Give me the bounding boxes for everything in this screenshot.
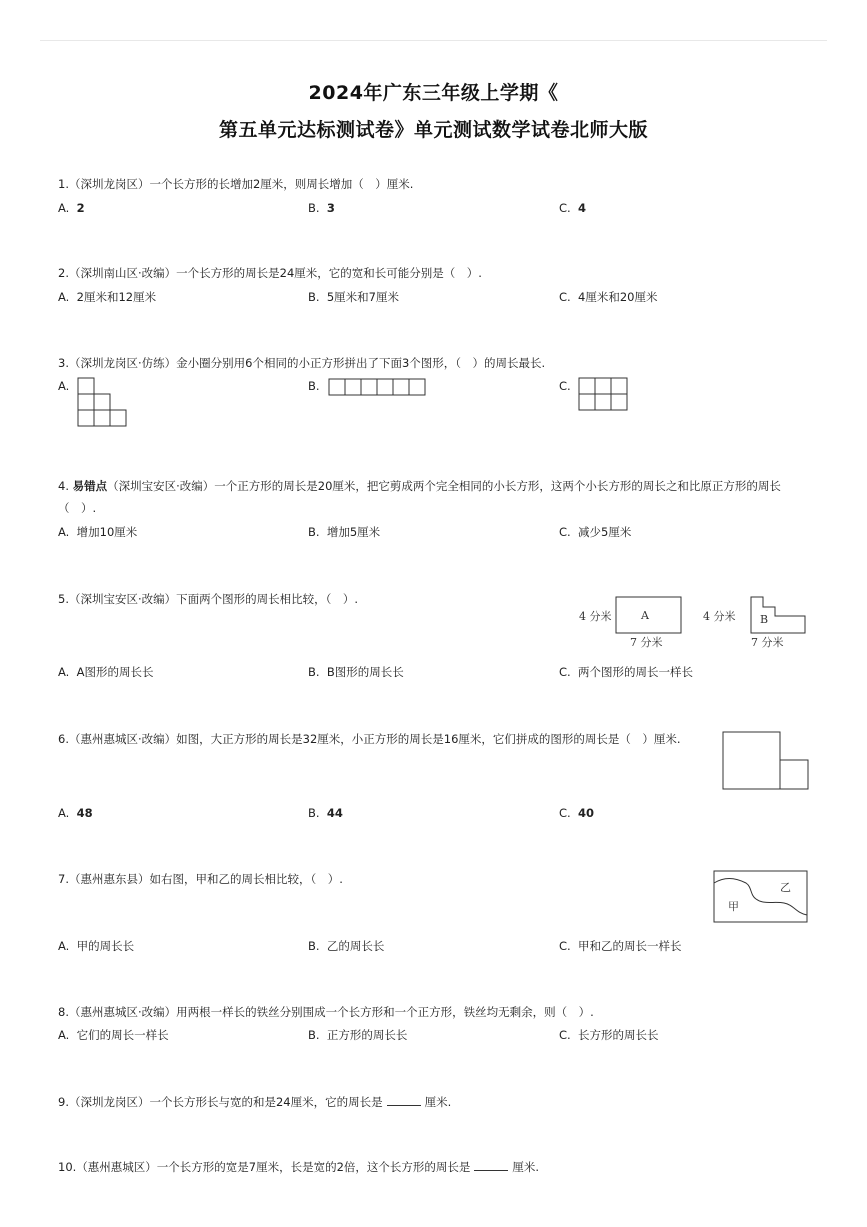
option-key: C.	[559, 201, 571, 215]
large-square	[723, 732, 780, 789]
question-3-figure-b	[328, 378, 426, 397]
question-1-option-b[interactable]	[308, 200, 335, 216]
question-8-stem: 8.（惠州惠城区·改编）用两根一样长的铁丝分别围成一个长方形和一个正方形，铁丝均无剩余，则（ ）.	[58, 1005, 594, 1019]
option-text: 正方形的周长长	[326, 1028, 408, 1042]
question-10-stem	[58, 1159, 539, 1175]
figure-a-width-label: 7 分米	[630, 636, 663, 649]
question-2-option-c[interactable]	[559, 289, 657, 305]
page-title-line-2: 第五单元达标测试卷》单元测试数学试卷北师大版	[218, 119, 648, 141]
error-prone-tag: 易错点	[72, 479, 108, 493]
question-1-option-c[interactable]	[559, 200, 586, 216]
option-text: 4	[578, 201, 587, 215]
option-key: A.	[58, 665, 70, 679]
answer-blank[interactable]	[474, 1159, 508, 1171]
question-7-option-a[interactable]	[58, 938, 134, 954]
question-6-option-a[interactable]	[58, 805, 93, 821]
question-number: 4.	[58, 479, 69, 493]
question-7-stem: 7.（惠州惠东县）如右图，甲和乙的周长相比较，（ ）.	[58, 872, 343, 886]
question-3-stem: 3.（深圳龙岗区·仿练）金小圈分别用6个相同的小正方形拼出了下面3个图形，（ ）的周长最长.	[58, 356, 546, 370]
question-text-end: 厘米.	[424, 1095, 452, 1109]
question-2-option-b[interactable]	[308, 289, 399, 305]
figure-b-height-label: 4 分米	[703, 610, 736, 623]
option-text: 2	[76, 201, 85, 215]
question-text: 9.（深圳龙岗区）一个长方形长与宽的和是24厘米，它的周长是	[58, 1095, 383, 1109]
option-text: 48	[76, 806, 93, 820]
option-key: B.	[308, 806, 320, 820]
top-rule	[40, 40, 827, 41]
question-4-option-b[interactable]	[308, 524, 380, 540]
question-5-option-c[interactable]	[559, 664, 693, 680]
option-key: C.	[559, 806, 571, 820]
page-title-line-1: 2024年广东三年级上学期《	[308, 82, 559, 104]
question-1-stem: 1.（深圳龙岗区）一个长方形的长增加2厘米，则周长增加（ ）厘米.	[58, 177, 414, 191]
question-5-figures	[575, 592, 815, 652]
question-4-stem	[58, 475, 798, 519]
option-text: 甲的周长长	[76, 939, 135, 953]
question-5-option-b[interactable]	[308, 664, 404, 680]
question-9-stem	[58, 1094, 451, 1110]
option-key: C.	[559, 665, 571, 679]
figure-a-label: A	[641, 609, 649, 622]
option-key: B.	[308, 665, 320, 679]
question-7-figure	[712, 869, 810, 925]
option-key: A.	[58, 1028, 70, 1042]
option-text: 乙的周长长	[326, 939, 385, 953]
option-text: 40	[578, 806, 595, 820]
option-text: B图形的周长长	[326, 665, 404, 679]
option-key: A.	[58, 939, 70, 953]
option-key: B.	[308, 379, 320, 393]
option-key: A.	[58, 525, 70, 539]
question-7-option-c[interactable]	[559, 938, 682, 954]
question-8-option-b[interactable]	[308, 1027, 407, 1043]
option-key: B.	[308, 1028, 320, 1042]
question-6-stem: 6.（惠州惠城区·改编）如图，大正方形的周长是32厘米，小正方形的周长是16厘米，它们拼成的图形的周长是（ ）厘米.	[58, 732, 681, 746]
question-3-option-a[interactable]	[58, 378, 69, 394]
answer-blank[interactable]	[387, 1094, 421, 1106]
option-key: C.	[559, 1028, 571, 1042]
option-key: A.	[58, 290, 70, 304]
question-3-figure-a	[77, 377, 127, 427]
option-text: 它们的周长一样长	[76, 1028, 169, 1042]
option-text: 5厘米和7厘米	[326, 290, 399, 304]
option-key: B.	[308, 201, 320, 215]
question-3-option-b[interactable]	[308, 378, 320, 394]
question-6-figure	[722, 731, 810, 791]
question-text: 10.（惠州惠城区）一个长方形的宽是7厘米，长是宽的2倍，这个长方形的周长是	[58, 1160, 471, 1174]
region-jia-label: 甲	[728, 900, 739, 913]
question-5-option-a[interactable]	[58, 664, 154, 680]
option-key: A.	[58, 201, 70, 215]
option-key: A.	[58, 379, 70, 393]
option-key: B.	[308, 290, 320, 304]
option-key: C.	[559, 525, 571, 539]
option-text: 甲和乙的周长一样长	[578, 939, 682, 953]
question-text-end: 厘米.	[512, 1160, 540, 1174]
option-key: C.	[559, 290, 571, 304]
region-yi-label: 乙	[780, 881, 791, 894]
option-key: B.	[308, 525, 320, 539]
question-2-option-a[interactable]	[58, 289, 156, 305]
option-text: 44	[326, 806, 343, 820]
figure-b-width-label: 7 分米	[751, 636, 784, 649]
option-key: A.	[58, 806, 70, 820]
option-text: 增加10厘米	[76, 525, 138, 539]
option-text: 长方形的周长长	[578, 1028, 659, 1042]
question-4-option-a[interactable]	[58, 524, 137, 540]
question-3-figure-c	[578, 377, 628, 411]
question-1-option-a[interactable]	[58, 200, 85, 216]
figure-b-label: B	[760, 613, 769, 626]
question-5-stem: 5.（深圳宝安区·改编）下面两个图形的周长相比较，（ ）.	[58, 592, 359, 606]
figure-a-height-label: 4 分米	[579, 610, 612, 623]
question-3-option-c[interactable]	[559, 378, 571, 394]
question-4-option-c[interactable]	[559, 524, 631, 540]
option-text: 2厘米和12厘米	[76, 290, 157, 304]
option-text: 减少5厘米	[578, 525, 632, 539]
option-text: A图形的周长长	[76, 665, 154, 679]
option-text: 两个图形的周长一样长	[578, 665, 693, 679]
question-6-option-b[interactable]	[308, 805, 343, 821]
option-text: 4厘米和20厘米	[578, 290, 658, 304]
option-text: 3	[326, 201, 335, 215]
option-key: C.	[559, 379, 571, 393]
question-text: （深圳宝安区·改编）一个正方形的周长是20厘米，把它剪成两个完全相同的小长方形，这两个小长方形的周长之和比原正方形的周长（ ）.	[58, 479, 781, 515]
option-key: B.	[308, 939, 320, 953]
small-square	[780, 760, 808, 789]
option-text: 增加5厘米	[326, 525, 381, 539]
option-key: C.	[559, 939, 571, 953]
question-7-option-b[interactable]	[308, 938, 384, 954]
question-2-stem: 2.（深圳南山区·改编）一个长方形的周长是24厘米，它的宽和长可能分别是（ ）.	[58, 266, 482, 280]
question-8-option-a[interactable]	[58, 1027, 169, 1043]
question-8-option-c[interactable]	[559, 1027, 659, 1043]
question-6-option-c[interactable]	[559, 805, 594, 821]
